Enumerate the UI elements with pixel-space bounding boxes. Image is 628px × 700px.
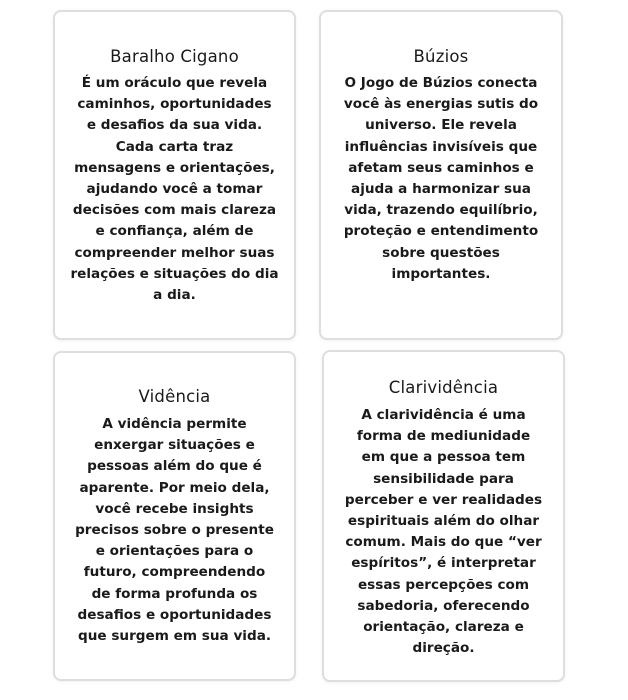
description-line: sabedoria, oferecendo (357, 597, 530, 614)
card-description (324, 405, 563, 659)
description-line: ajudando você a tomar (86, 181, 263, 198)
description-line: de forma profunda os (91, 585, 258, 602)
description-line: e orientações para o (95, 543, 254, 560)
card-title: Clarividência (388, 378, 499, 397)
card-description (55, 73, 294, 306)
description-line: direção. (412, 640, 475, 657)
description-line: você às energias sutis do (343, 96, 539, 113)
description-line: O Jogo de Búzios conecta (344, 75, 538, 91)
description-line: sensibilidade para (373, 470, 514, 487)
card-buzios (319, 10, 563, 340)
description-line: a dia. (153, 287, 196, 304)
description-line: mensagens e orientações, (74, 159, 275, 176)
description-line: espíritos”, é interpretar (351, 555, 536, 572)
card-description (321, 73, 561, 285)
description-line: você recebe insights (95, 500, 254, 517)
description-line: aparente. Por meio dela, (79, 479, 270, 496)
description-line: universo. Ele revela (365, 117, 517, 134)
description-line: Cada carta traz (115, 138, 234, 155)
description-line: afetam seus caminhos e (348, 159, 534, 176)
card-title: Búzios (413, 47, 469, 66)
description-line: importantes. (391, 265, 491, 282)
description-line: comum. Mais do que “ver (345, 534, 542, 551)
description-line: forma de mediunidade (356, 428, 531, 445)
card-baralho-cigano (53, 10, 296, 340)
description-line: A clarividência é uma (361, 407, 526, 423)
description-line: e confiança, além de (95, 223, 254, 240)
description-line: que surgem em sua vida. (77, 628, 272, 645)
description-line: decisões com mais clareza (72, 202, 277, 219)
description-line: influências invisíveis que (344, 138, 538, 155)
description-line: sobre questões (382, 244, 500, 261)
description-line: proteção e entendimento (343, 223, 539, 240)
description-line: desafios e oportunidades (77, 606, 272, 623)
card-title: Vidência (138, 387, 211, 406)
description-line: futuro, compreendendo (83, 564, 266, 581)
description-line: espirituais além do olhar (347, 513, 540, 530)
card-description (55, 414, 294, 647)
description-line: ajuda a harmonizar sua (351, 181, 531, 198)
description-line: É um oráculo que revela (81, 75, 268, 91)
description-line: compreender melhor suas (74, 244, 275, 261)
description-line: A vidência permite (102, 416, 247, 432)
description-line: vida, trazendo equilíbrio, (344, 202, 538, 219)
description-line: essas percepções com (357, 576, 530, 593)
description-line: pessoas além do que é (87, 458, 262, 475)
description-line: precisos sobre o presente (75, 522, 274, 539)
description-line: enxergar situações e (94, 437, 255, 454)
card-title: Baralho Cigano (110, 47, 239, 66)
description-line: em que a pessoa tem (361, 449, 526, 466)
description-line: e desafios da sua vida. (86, 117, 263, 134)
description-line: relações e situações do dia (70, 265, 279, 282)
description-line: orientação, clareza e (363, 619, 524, 636)
description-line: caminhos, oportunidades (77, 96, 272, 113)
card-vidência (53, 351, 296, 681)
description-line: perceber e ver realidades (344, 491, 543, 508)
card-clarividência (322, 350, 565, 682)
